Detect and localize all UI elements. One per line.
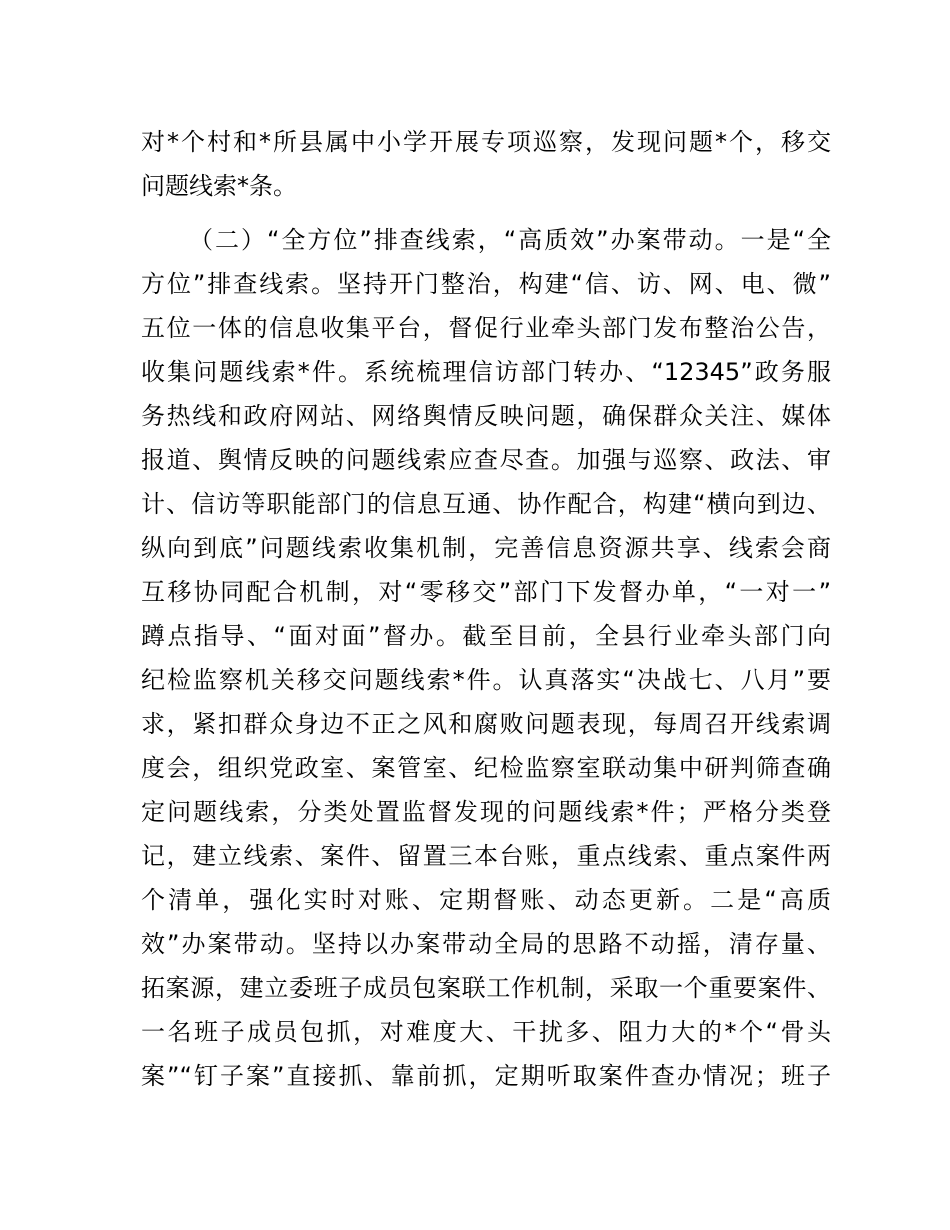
text-line: 对*个村和*所县属中小学开展专项巡察，发现问题*个，移交 (141, 128, 831, 156)
paragraph-continued (141, 120, 831, 208)
text-line: 报道、舆情反映的问题线索应查尽查。加强与巡察、政法、审 (141, 446, 831, 474)
text-line: 务热线和政府网站、网络舆情反映问题，确保群众关注、媒体 (141, 402, 831, 430)
text-line: 度会，组织党政室、案管室、纪检监察室联动集中研判筛查确 (141, 754, 831, 782)
text-line: 纪检监察机关移交问题线索*件。认真落实“决战七、八月”要 (141, 666, 831, 694)
text-line: 五位一体的信息收集平台，督促行业牵头部门发布整治公告， (141, 314, 831, 342)
text-line: 蹲点指导、“面对面”督办。截至目前，全县行业牵头部门向 (141, 622, 831, 650)
text-line-first: （二）“全方位”排查线索，“高质效”办案带动。一是“全 (189, 226, 831, 254)
text-line: 个清单，强化实时对账、定期督账、动态更新。二是“高质 (141, 886, 831, 914)
paragraph-section-two (141, 218, 831, 1098)
text-line: 记，建立线索、案件、留置三本台账，重点线索、重点案件两 (141, 842, 831, 870)
text-line: 拓案源，建立委班子成员包案联工作机制，采取一个重要案件、 (141, 974, 831, 1002)
text-line: 纵向到底”问题线索收集机制，完善信息资源共享、线索会商 (141, 534, 831, 562)
text-line: 求，紧扣群众身边不正之风和腐败问题表现，每周召开线索调 (141, 710, 831, 738)
text-line: 计、信访等职能部门的信息互通、协作配合，构建“横向到边、 (141, 490, 831, 518)
text-line: 收集问题线索*件。系统梳理信访部门转办、“12345”政务服 (141, 358, 831, 386)
text-line: 互移协同配合机制，对“零移交”部门下发督办单，“一对一” (141, 578, 831, 606)
text-line: 案”“钉子案”直接抓、靠前抓，定期听取案件查办情况；班子 (141, 1062, 831, 1090)
text-line: 一名班子成员包抓，对难度大、干扰多、阻力大的*个“骨头 (141, 1018, 831, 1046)
text-line: 问题线索*条。 (141, 172, 297, 200)
text-line: 定问题线索，分类处置监督发现的问题线索*件；严格分类登 (141, 798, 831, 826)
text-line: 方位”排查线索。坚持开门整治，构建“信、访、网、电、微” (141, 270, 831, 298)
text-line: 效”办案带动。坚持以办案带动全局的思路不动摇，清存量、 (141, 930, 831, 958)
